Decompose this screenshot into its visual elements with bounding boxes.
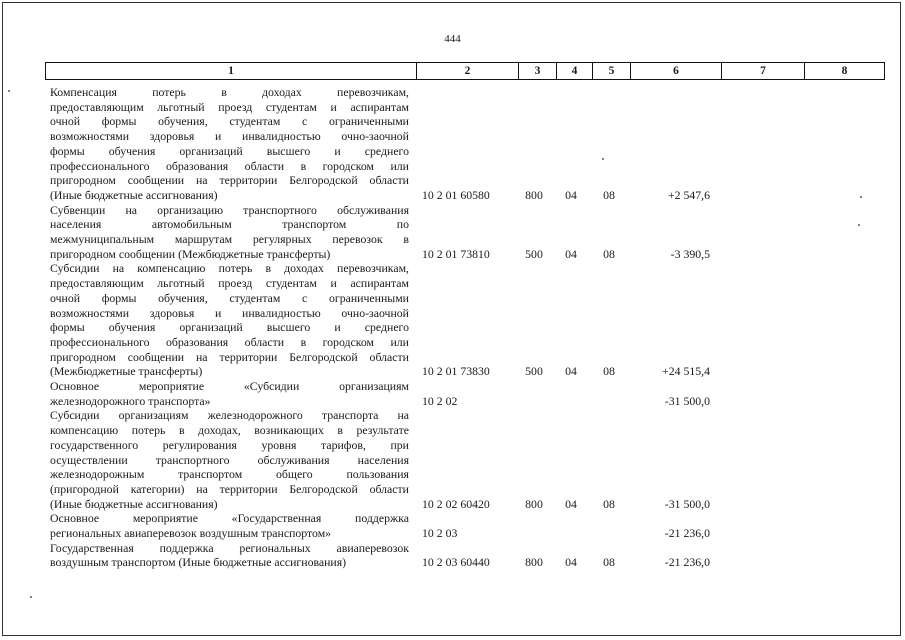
description-line: (пригородной категории) на территории Белгородской области bbox=[50, 481, 409, 496]
table-row bbox=[0, 379, 905, 408]
description-line: возможностями здоровья и инвалидностью очно-заочной bbox=[50, 305, 409, 320]
amount-value: -31 500,0 bbox=[664, 496, 710, 511]
description-line: Основное мероприятие «Субсидии организациям bbox=[50, 379, 409, 393]
description-line: формы обучения организаций высшего и среднего bbox=[50, 143, 409, 158]
expense-type-code: 800 bbox=[525, 555, 543, 570]
description-line: государственного регулирования уровня тарифов, при bbox=[50, 437, 409, 452]
budget-code: 10 2 02 60420 bbox=[422, 496, 490, 511]
section-code: 04 bbox=[565, 555, 577, 570]
description-line: профессионального образования области в городском или bbox=[50, 158, 409, 173]
description-line: региональных авиаперевозок воздушным транспортом» bbox=[50, 526, 332, 540]
column-header-6: 6 bbox=[631, 63, 722, 80]
description-line: (Иные бюджетные ассигнования) bbox=[50, 496, 218, 511]
amount-value: +2 547,6 bbox=[667, 187, 710, 202]
description-line: Государственная поддержка региональных авиаперевозок bbox=[50, 540, 409, 555]
description-line: Субсидии организациям железнодорожного транспорта на bbox=[50, 408, 409, 423]
column-header-row bbox=[45, 62, 885, 80]
budget-code: 10 2 02 bbox=[422, 393, 458, 408]
expense-type-code: 500 bbox=[525, 364, 543, 379]
table-row bbox=[0, 541, 905, 570]
subsection-code: 08 bbox=[603, 496, 615, 511]
budget-code: 10 2 03 bbox=[422, 525, 458, 540]
description-line: Компенсация потерь в доходах перевозчикам, bbox=[50, 85, 409, 99]
description-line: населения автомобильным транспортом по bbox=[50, 217, 409, 232]
description-line: профессионального образования области в городском или bbox=[50, 334, 409, 349]
column-header-3: 3 bbox=[519, 63, 557, 80]
scan-speck bbox=[602, 158, 604, 160]
row-description bbox=[50, 261, 409, 379]
column-header-1: 1 bbox=[46, 63, 417, 80]
description-line: Субсидии на компенсацию потерь в доходах перевозчикам, bbox=[50, 261, 409, 276]
column-header-8: 8 bbox=[805, 63, 885, 80]
description-line: формы обучения организаций высшего и среднего bbox=[50, 320, 409, 335]
page-number: 444 bbox=[444, 33, 461, 45]
description-line: межмуниципальным маршрутам регулярных перевозок в bbox=[50, 232, 409, 246]
description-line: (Иные бюджетные ассигнования) bbox=[50, 187, 218, 202]
description-line: пригородном сообщении на территории Белгородской области bbox=[50, 173, 409, 188]
subsection-code: 08 bbox=[603, 364, 615, 379]
description-line: компенсацию потерь в доходах, возникающих в результате bbox=[50, 423, 409, 438]
scan-speck bbox=[8, 90, 10, 92]
amount-value: -21 236,0 bbox=[664, 525, 710, 540]
table-row bbox=[0, 203, 905, 262]
row-description bbox=[50, 203, 409, 262]
amount-value: -31 500,0 bbox=[664, 393, 710, 408]
scan-speck bbox=[858, 224, 860, 226]
row-description bbox=[50, 511, 409, 540]
table-row bbox=[0, 511, 905, 540]
budget-code: 10 2 01 73830 bbox=[422, 364, 490, 379]
row-description bbox=[50, 85, 409, 203]
description-line: предоставляющим льготный проезд студентам и аспирантам bbox=[50, 99, 409, 114]
budget-code: 10 2 03 60440 bbox=[422, 555, 490, 570]
section-code: 04 bbox=[565, 187, 577, 202]
description-line: предоставляющим льготный проезд студентам и аспирантам bbox=[50, 276, 409, 291]
description-line: пригородном сообщении (Межбюджетные трансферты) bbox=[50, 246, 331, 261]
table-row bbox=[0, 408, 905, 511]
description-line: очной формы обучения, студентам с ограниченными bbox=[50, 114, 409, 129]
section-code: 04 bbox=[565, 364, 577, 379]
subsection-code: 08 bbox=[603, 187, 615, 202]
subsection-code: 08 bbox=[603, 555, 615, 570]
table-row bbox=[0, 85, 905, 203]
amount-value: -3 390,5 bbox=[670, 246, 710, 261]
description-line: осуществлении транспортного обслуживания населения bbox=[50, 452, 409, 467]
section-code: 04 bbox=[565, 246, 577, 261]
expense-type-code: 500 bbox=[525, 246, 543, 261]
budget-code: 10 2 01 60580 bbox=[422, 187, 490, 202]
table-row bbox=[0, 261, 905, 379]
amount-value: -21 236,0 bbox=[664, 555, 710, 570]
row-description bbox=[50, 541, 409, 570]
description-line: железнодорожного транспорта» bbox=[50, 393, 211, 408]
description-line: (Межбюджетные трансферты) bbox=[50, 364, 203, 379]
scan-speck bbox=[860, 196, 862, 198]
description-line: возможностями здоровья и инвалидностью очно-заочной bbox=[50, 129, 409, 144]
description-line: Субвенции на организацию транспортного обслуживания bbox=[50, 202, 409, 217]
column-header-2: 2 bbox=[417, 63, 519, 80]
column-header-7: 7 bbox=[722, 63, 805, 80]
budget-code: 10 2 01 73810 bbox=[422, 246, 490, 261]
subsection-code: 08 bbox=[603, 246, 615, 261]
description-line: воздушным транспортом (Иные бюджетные ассигнования) bbox=[50, 555, 347, 570]
section-code: 04 bbox=[565, 496, 577, 511]
amount-value: +24 515,4 bbox=[662, 364, 710, 379]
expense-type-code: 800 bbox=[525, 187, 543, 202]
row-description bbox=[50, 408, 409, 511]
description-line: очной формы обучения, студентам с ограниченными bbox=[50, 290, 409, 305]
row-description bbox=[50, 379, 409, 408]
description-line: железнодорожным транспортом общего пользования bbox=[50, 467, 409, 482]
expense-type-code: 800 bbox=[525, 496, 543, 511]
scan-speck bbox=[30, 596, 32, 598]
column-header-4: 4 bbox=[557, 63, 593, 80]
description-line: Основное мероприятие «Государственная поддержка bbox=[50, 511, 409, 526]
column-header-5: 5 bbox=[593, 63, 631, 80]
description-line: пригородном сообщении на территории Белгородской области bbox=[50, 349, 409, 364]
